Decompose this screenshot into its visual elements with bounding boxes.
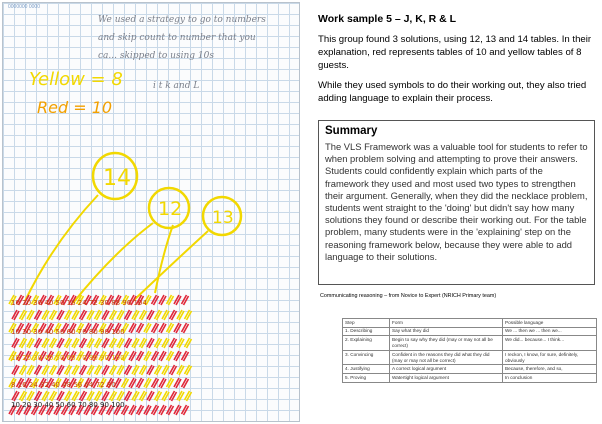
scribble-mark (50, 310, 57, 320)
scribble-mark (50, 391, 57, 401)
scribble-mark (174, 405, 181, 415)
scribble-mark (147, 338, 154, 348)
scribble-mark (110, 365, 117, 375)
scribble-mark (125, 338, 132, 348)
scribble-mark (185, 391, 192, 401)
scribble-mark (182, 295, 189, 305)
writing-line-1: We used a strategy to go to numbers (98, 15, 266, 25)
scribble-mark (20, 391, 27, 401)
scribble-mark (162, 391, 169, 401)
row-numbers-4: 8 16 24 32 40 48 56 64 72 80 (11, 381, 116, 389)
cell-step: 4. Justifying (343, 365, 390, 374)
cell-step: 1. Describing (343, 327, 390, 336)
scribble-mark (20, 365, 27, 375)
scribble-mark (35, 338, 42, 348)
scribble-mark (110, 391, 117, 401)
writing-line-3: ca... skipped to using 10s (98, 51, 214, 61)
scribble-mark (35, 365, 42, 375)
cell-language: We did... because... I think... (503, 336, 597, 351)
scribble-mark (167, 295, 174, 305)
scribble-mark (147, 391, 154, 401)
scribble-mark (80, 391, 87, 401)
scribble-mark (174, 351, 181, 361)
scribble-mark (87, 391, 94, 401)
work-paragraph-1: This group found 3 solutions, using 12, 13 and 14 tables. In their explanation, red represents tables of 10 and yellow tables of 8 guests. (318, 34, 592, 71)
scribble-mark (102, 310, 109, 320)
scribble-mark (27, 365, 34, 375)
scribble-mark (152, 323, 159, 333)
scribble-mark (137, 405, 144, 415)
scribble-mark (42, 338, 49, 348)
scribble-mark (57, 310, 64, 320)
scribble-mark (177, 391, 184, 401)
scribble-mark (87, 310, 94, 320)
scribble-mark (167, 351, 174, 361)
student-work-photo (2, 2, 300, 422)
scribble-mark (57, 365, 64, 375)
header-language: Possible language (503, 319, 597, 328)
scribble-mark (87, 365, 94, 375)
connector-line-3 (133, 231, 208, 301)
scribble-mark (129, 378, 136, 388)
scribble-mark (162, 338, 169, 348)
scribble-mark (42, 365, 49, 375)
scribble-mark (95, 338, 102, 348)
scribble-mark (72, 338, 79, 348)
scribble-mark (125, 310, 132, 320)
circle-12-label: 12 (158, 198, 183, 220)
writing-line-4: i t k and L (153, 81, 200, 91)
scribble-mark (12, 310, 19, 320)
scribble-mark (144, 405, 151, 415)
scribble-mark (174, 378, 181, 388)
scribble-mark (125, 391, 132, 401)
scribble-mark (27, 338, 34, 348)
scribble-mark (182, 378, 189, 388)
scribble-mark (129, 323, 136, 333)
scribble-mark (20, 310, 27, 320)
table-header-row (343, 319, 597, 328)
marker-drawing (3, 3, 299, 421)
cell-step: 5. Proving (343, 373, 390, 382)
scribble-mark (162, 310, 169, 320)
scribble-mark (167, 378, 174, 388)
scribble-mark (65, 310, 72, 320)
scribble-mark (137, 378, 144, 388)
scribble-mark (152, 295, 159, 305)
scribble-mark (137, 323, 144, 333)
cell-form: Begin to say why they did (may or may not all be correct) (390, 336, 503, 351)
scribble-mark (110, 310, 117, 320)
connector-line-2 (73, 223, 153, 303)
scribble-mark (72, 310, 79, 320)
row-numbers-1: 10 20 30 40 50 16 24 72 30 88 96 104 (11, 299, 147, 307)
scribble-mark (144, 351, 151, 361)
scribble-mark (117, 338, 124, 348)
scribble-mark (27, 391, 34, 401)
scribble-mark (155, 338, 162, 348)
cell-language: Because, therefore, and so, (503, 365, 597, 374)
scribble-mark (152, 405, 159, 415)
scribble-mark (95, 365, 102, 375)
writing-line-2: and skip count to number that you (98, 33, 256, 43)
summary-title: Summary (325, 125, 378, 137)
scribble-mark (12, 391, 19, 401)
table-caption: Communicating reasoning – from Novice to Expert (NRICH Primary team) (320, 293, 497, 299)
scribble-mark (152, 378, 159, 388)
scribble-mark (170, 365, 177, 375)
header-step: Step (343, 319, 390, 328)
scribble-mark (12, 365, 19, 375)
scribble-mark (95, 310, 102, 320)
scribble-mark (65, 365, 72, 375)
scribble-mark (132, 310, 139, 320)
scribble-mark (159, 351, 166, 361)
summary-box (318, 120, 595, 285)
header-form: Form (390, 319, 503, 328)
scribble-mark (182, 323, 189, 333)
scribble-mark (102, 338, 109, 348)
scribble-mark (167, 405, 174, 415)
scribble-mark (80, 338, 87, 348)
scribble-mark (182, 405, 189, 415)
scribble-mark (170, 391, 177, 401)
scribble-mark (50, 338, 57, 348)
cell-form: A correct logical argument (390, 365, 503, 374)
scribble-mark (27, 310, 34, 320)
scribble-mark (147, 310, 154, 320)
scribble-mark (185, 310, 192, 320)
scribble-mark (182, 351, 189, 361)
yellow-label: Yellow = 8 (29, 69, 123, 90)
scribble-mark (140, 365, 147, 375)
cell-language: In conclusion (503, 373, 597, 382)
scribble-mark (177, 310, 184, 320)
scribble-mark (125, 365, 132, 375)
scribble-mark (170, 310, 177, 320)
scribble-mark (159, 323, 166, 333)
scribble-mark (170, 338, 177, 348)
scribble-mark (155, 365, 162, 375)
work-sample-heading: Work sample 5 – J, K, R & L (318, 13, 457, 25)
scribble-mark (35, 310, 42, 320)
scribble-mark (35, 391, 42, 401)
row-numbers-5: 10 20 30 40 50 60 70 80 90 100 (11, 401, 125, 409)
scribble-mark (72, 391, 79, 401)
cell-language: We ... then we ... then we... (503, 327, 597, 336)
scribble-mark (177, 338, 184, 348)
scribble-mark (129, 351, 136, 361)
scribble-mark (144, 378, 151, 388)
table-row (343, 373, 597, 382)
scribble-mark (102, 365, 109, 375)
cell-form: Say what they did (390, 327, 503, 336)
scribble-mark (80, 365, 87, 375)
scribble-mark (174, 295, 181, 305)
scribble-mark (159, 295, 166, 305)
scribble-mark (57, 338, 64, 348)
scribble-mark (72, 365, 79, 375)
scribble-mark (87, 338, 94, 348)
scribble-mark (50, 365, 57, 375)
scribble-mark (185, 338, 192, 348)
scribble-mark (12, 338, 19, 348)
cell-step: 2. Explaining (343, 336, 390, 351)
scribble-mark (152, 351, 159, 361)
scribble-mark (117, 365, 124, 375)
scribble-mark (117, 310, 124, 320)
scribble-mark (147, 365, 154, 375)
scribble-mark (177, 365, 184, 375)
scribble-mark (20, 338, 27, 348)
scribble-mark (102, 391, 109, 401)
corner-label: 0000000 0000 (8, 4, 40, 10)
table-row (343, 327, 597, 336)
scribble-mark (65, 338, 72, 348)
scribble-mark (95, 391, 102, 401)
scribble-mark (159, 405, 166, 415)
scribble-mark (140, 338, 147, 348)
scribble-mark (162, 365, 169, 375)
table-row (343, 365, 597, 374)
scribble-mark (174, 323, 181, 333)
scribble-mark (129, 405, 136, 415)
cell-form: Confident in the reasons they did what they did (may or may not all be correct) (390, 350, 503, 365)
reasoning-table (342, 318, 597, 383)
cell-step: 3. Convincing (343, 350, 390, 365)
scribble-mark (110, 338, 117, 348)
row-numbers-3: 10 20 30 40 50 60 70 80 90 100 (11, 354, 125, 362)
red-label: Red = 10 (37, 98, 113, 117)
scribble-mark (122, 378, 129, 388)
scribble-mark (57, 391, 64, 401)
scribble-mark (140, 310, 147, 320)
scribble-mark (167, 323, 174, 333)
connector-line-4 (155, 225, 173, 293)
work-paragraph-2: While they used symbols to do their working out, they also tried adding language to explain their process. (318, 80, 587, 104)
circle-13-label: 13 (212, 208, 234, 228)
circle-14-label: 14 (103, 166, 131, 191)
scribble-mark (132, 391, 139, 401)
scribble-mark (144, 323, 151, 333)
scribble-mark (117, 391, 124, 401)
scribble-mark (137, 351, 144, 361)
scribble-mark (159, 378, 166, 388)
scribble-mark (185, 365, 192, 375)
scribble-mark (140, 391, 147, 401)
scribble-mark (155, 310, 162, 320)
scribble-mark (155, 391, 162, 401)
scribble-mark (65, 391, 72, 401)
cell-language: I reckon, I know, for sure, definitely, obviously (503, 350, 597, 365)
scribble-mark (80, 310, 87, 320)
table-row (343, 350, 597, 365)
scribble-mark (42, 310, 49, 320)
scribble-mark (42, 391, 49, 401)
summary-body: The VLS Framework was a valuable tool for students to refer to when problem solving and attempting to prove their answers. Students could confidently explain which parts of the framework they used and most used two types to strengthen their argument. Generally, when they did the necklace problem, students went straight to the 'doing' but didn't say how many solutions they found or describe their working out. For the table problem, many students were in the 'explaining' step on the reasoning framework below, because they were able to add language to their solutions. (325, 141, 588, 262)
row-numbers-2: 10 20 30 40 50 60 70 80 90 100 (11, 328, 125, 336)
scribble-mark (132, 338, 139, 348)
scribble-mark (132, 365, 139, 375)
cell-form: Watertight logical argument (390, 373, 503, 382)
table-row (343, 336, 597, 351)
